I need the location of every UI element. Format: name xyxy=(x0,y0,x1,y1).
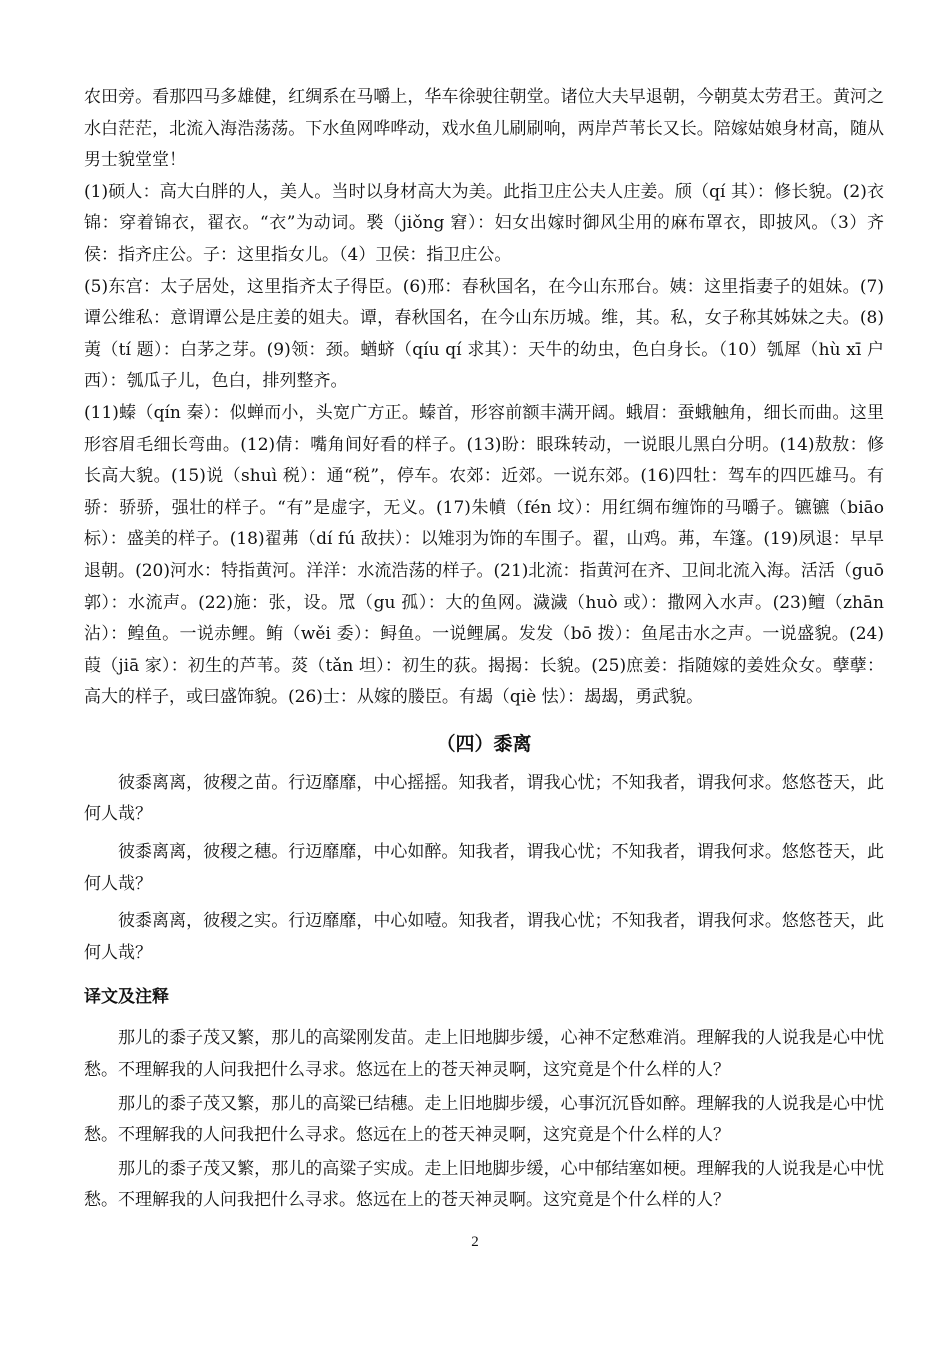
section-title: （四）黍离 xyxy=(436,732,532,755)
translation-section xyxy=(84,1023,884,1217)
notes-paragraph: (11)螓（qín 秦）：似蝉而小，头宽广方正。螓首，形容前额丰满开阔。蛾眉：蚕蛾触角，细长而曲。这里形容眉毛细长弯曲。(12)倩：嘴角间好看的样子。(13)盼：眼珠转动，一说眼儿黑白分明。(14)敖敖：修长高大貌。(15)说（shuì 税）：通“税”，停车。农郊：近郊。一说东郊。(16)四牡：驾车的四匹雄马。有骄：骄骄，强壮的样子。“有”是虚字，无义。(17)朱幩（fén 坟）：用红绸布缠饰的马嚼子。镳镳（biāo 标）：盛美的样子。(18)翟茀（dí fú 敌扶）：以雉羽为饰的车围子。翟，山鸡。茀，车篷。(19)夙退：早早退朝。(20)河水：特指黄河。洋洋：水流浩荡的样子。(21)北流：指黄河在齐、卫间北流入海。活活（guō 郭）：水流声。(22)施：张，设。罛（gu 孤）：大的鱼网。濊濊（huò 或）：撒网入水声。(23)鳣（zhān 沾）：鳇鱼。一说赤鲤。鲔（wěi 委）：鲟鱼。一说鲤属。发发（bō 拨）：鱼尾击水之声。一说盛貌。(24)葭（jiā 家）：初生的芦苇。菼（tǎn 坦）：初生的荻。揭揭：长貌。(25)庶姜：指随嫁的姜姓众女。孽孽：高大的样子，或曰盛饰貌。(26)士：从嫁的媵臣。有朅（qiè 怯）：朅朅，勇武貌。 xyxy=(84,402,884,708)
intro-paragraph: 农田旁。看那四马多雄健，红绸系在马嚼上，华车徐驶往朝堂。诸位大夫早退朝，今朝莫太劳君王。黄河之水白茫茫，北流入海浩荡荡。下水鱼网哗哗动，戏水鱼儿刷刷响，两岸芦苇长又长。陪嫁姑娘身材高，随从男士貌堂堂！ xyxy=(84,87,884,171)
poem-stanza: 彼黍离离，彼稷之实。行迈靡靡，中心如噎。知我者，谓我心忧；不知我者，谓我何求。悠悠苍天，此何人哉？ xyxy=(84,911,884,963)
notes-paragraph: (1)硕人：高大白胖的人，美人。当时以身材高大为美。此指卫庄公夫人庄姜。颀（qí 其）：修长貌。(2)衣锦：穿着锦衣，翟衣。“衣”为动词。褧（jiǒng 窘）：妇女出嫁时御风尘用的麻布罩衣，即披风。（3）齐侯：指齐庄公。子：这里指女儿。（4）卫侯：指卫庄公。 xyxy=(84,181,884,265)
page-number: 2 xyxy=(471,1234,479,1250)
translation-paragraph: 那儿的黍子茂又繁，那儿的高粱子实成。走上旧地脚步缓，心中郁结塞如梗。理解我的人说我是心中忧愁。不理解我的人问我把什么寻求。悠远在上的苍天神灵啊。这究竟是个什么样的人？ xyxy=(84,1158,884,1211)
poem-stanza: 彼黍离离，彼稷之苗。行迈靡靡，中心摇摇。知我者，谓我心忧；不知我者，谓我何求。悠悠苍天，此何人哉？ xyxy=(84,772,884,825)
poem-stanza: 彼黍离离，彼稷之穗。行迈靡靡，中心如醉。知我者，谓我心忧；不知我者，谓我何求。悠悠苍天，此何人哉？ xyxy=(84,842,884,894)
translation-paragraph: 那儿的黍子茂又繁，那儿的高粱已结穗。走上旧地脚步缓，心事沉沉昏如醉。理解我的人说我是心中忧愁。不理解我的人问我把什么寻求。悠远在上的苍天神灵啊，这究竟是个什么样的人？ xyxy=(84,1093,884,1146)
document-page xyxy=(84,82,884,1217)
poem-section xyxy=(84,768,884,970)
translation-heading: 译文及注释 xyxy=(84,987,169,1008)
translation-paragraph: 那儿的黍子茂又繁，那儿的高粱刚发苗。走上旧地脚步缓，心神不定愁难消。理解我的人说我是心中忧愁。不理解我的人问我把什么寻求。悠远在上的苍天神灵啊，这究竟是个什么样的人？ xyxy=(84,1028,884,1081)
notes-section xyxy=(84,177,884,714)
notes-paragraph: (5)东宫：太子居处，这里指齐太子得臣。(6)邢：春秋国名，在今山东邢台。姨：这里指妻子的姐妹。(7)谭公维私：意谓谭公是庄姜的姐夫。谭，春秋国名，在今山东历城。维，其。私，女子称其姊妹之夫。(8)荑（tí 题）：白茅之芽。(9)领：颈。蝤蛴（qíu qí 求其）：天牛的幼虫，色白身长。（10）瓠犀（hù xī 户西）：瓠瓜子儿，色白，排列整齐。 xyxy=(84,276,884,392)
